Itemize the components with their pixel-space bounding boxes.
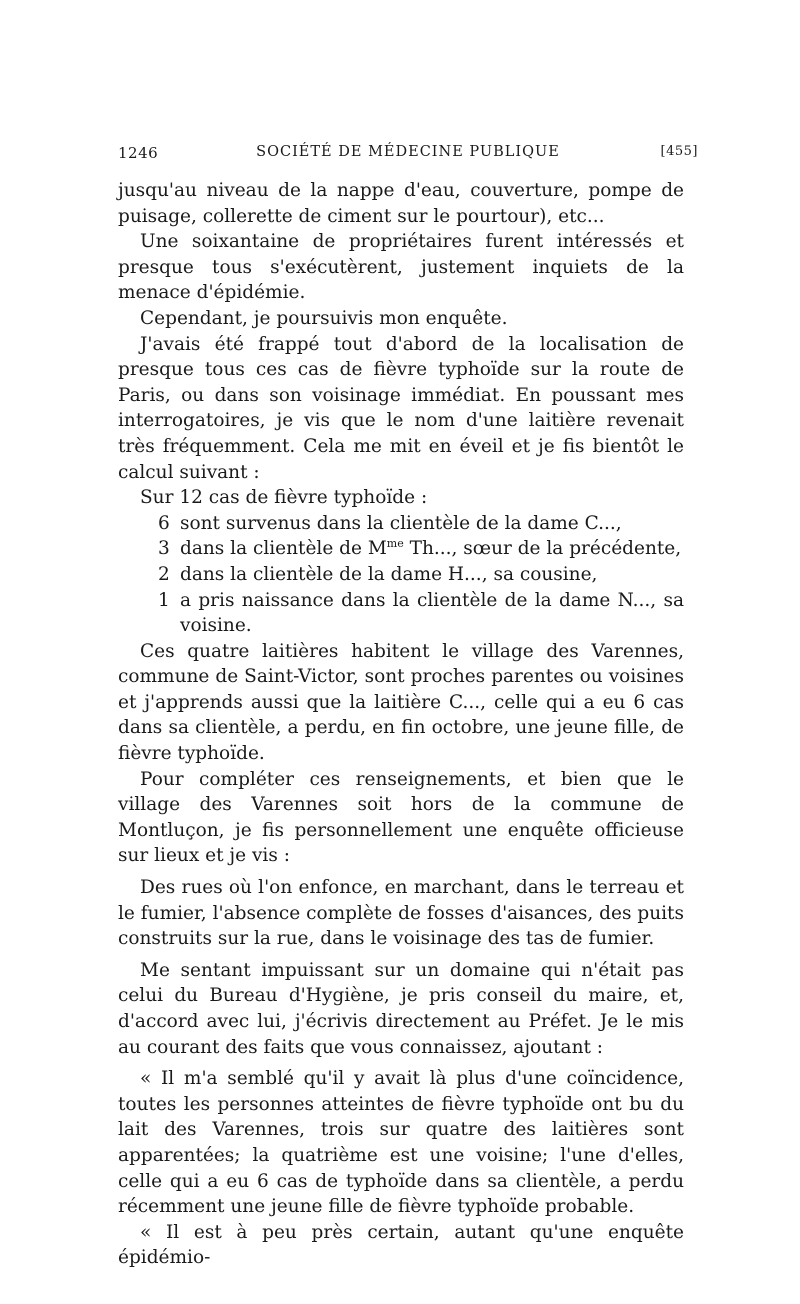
paragraph: Cependant, je poursuivis mon enquête. [140,307,508,329]
case-text: a pris naissance dans la clientèle de la dame N..., sa voisine. [180,589,684,637]
case-text: dans la clientèle de la dame H..., sa cousine, [180,563,598,585]
paragraph: Me sentant impuissant sur un domaine qui n'était pas celui du Bureau d'Hygiène, je pris conseil du maire, et, d'accord avec lui, j'écrivis directement au Préfet. Je le mis au courant des faits que vous connaissez, ajoutant : [118,959,684,1058]
quote-paragraph: « Il m'a semblé qu'il y avait là plus d'une coïncidence, toutes les personnes atteintes de fièvre typhoïde ont bu du lait des Varennes, trois sur quatre des laitières sont apparentées; la quatrième est une voisine; l'une d'elles, celle qui a eu 6 cas de typhoïde dans sa clientèle, a perdu récemment une jeune fille de fièvre typhoïde probable. [118,1068,684,1218]
running-title: SOCIÉTÉ DE MÉDECINE PUBLIQUE [256,144,560,160]
list-item [118,536,684,562]
page-number: 1246 [118,144,159,162]
body-text [118,178,684,1271]
quote-paragraph: « Il est à peu près certain, autant qu'une enquête épidémio- [118,1221,684,1269]
paragraph: Des rues où l'on enfonce, en marchant, dans le terreau et le fumier, l'absence complète de fosses d'aisances, des puits construits sur la rue, dans le voisinage des tas de fumier. [118,877,684,950]
case-text: dans la clientèle de M [180,538,387,560]
case-list [118,511,684,639]
paragraph: Sur 12 cas de fièvre typhoïde : [140,487,428,509]
case-count: 2 [158,563,170,585]
case-text: Th..., sœur de la précédente, [403,538,682,560]
case-count: 3 [158,538,170,560]
case-text: sont survenus dans la clientèle de la dame C..., [180,512,622,534]
paragraph: J'avais été frappé tout d'abord de la localisation de presque tous ces cas de fièvre typhoïde sur la route de Paris, ou dans son voisinage immédiat. En poussant mes interrogatoires, je vis que le nom d'une laitière revenait très fréquemment. Cela me mit en éveil et je fis bientôt le calcul suivant : [118,333,684,483]
paragraph: jusqu'au niveau de la nappe d'eau, couverture, pompe de puisage, collerette de ciment sur le pourtour), etc... [118,180,684,227]
superscript: me [386,537,404,551]
paragraph: Ces quatre laitières habitent le village des Varennes, commune de Saint-Victor, sont proches parentes ou voisines et j'apprends aussi que la laitière C..., celle qui a eu 6 cas dans sa clientèle, a perdu, en fin octobre, une jeune fille, de fièvre typhoïde. [118,640,684,765]
list-item [118,562,684,588]
list-item [118,588,684,639]
case-count: 6 [158,512,170,534]
list-item [118,511,684,537]
section-number: [455] [660,144,698,159]
case-count: 1 [158,589,170,611]
paragraph: Une soixantaine de propriétaires furent intéressés et presque tous s'exécutèrent, justement inquiets de la menace d'épidémie. [118,231,684,304]
paragraph: Pour compléter ces renseignements, et bien que le village des Varennes soit hors de la commune de Montluçon, je fis personnellement une enquête officieuse sur lieux et je vis : [118,768,684,867]
